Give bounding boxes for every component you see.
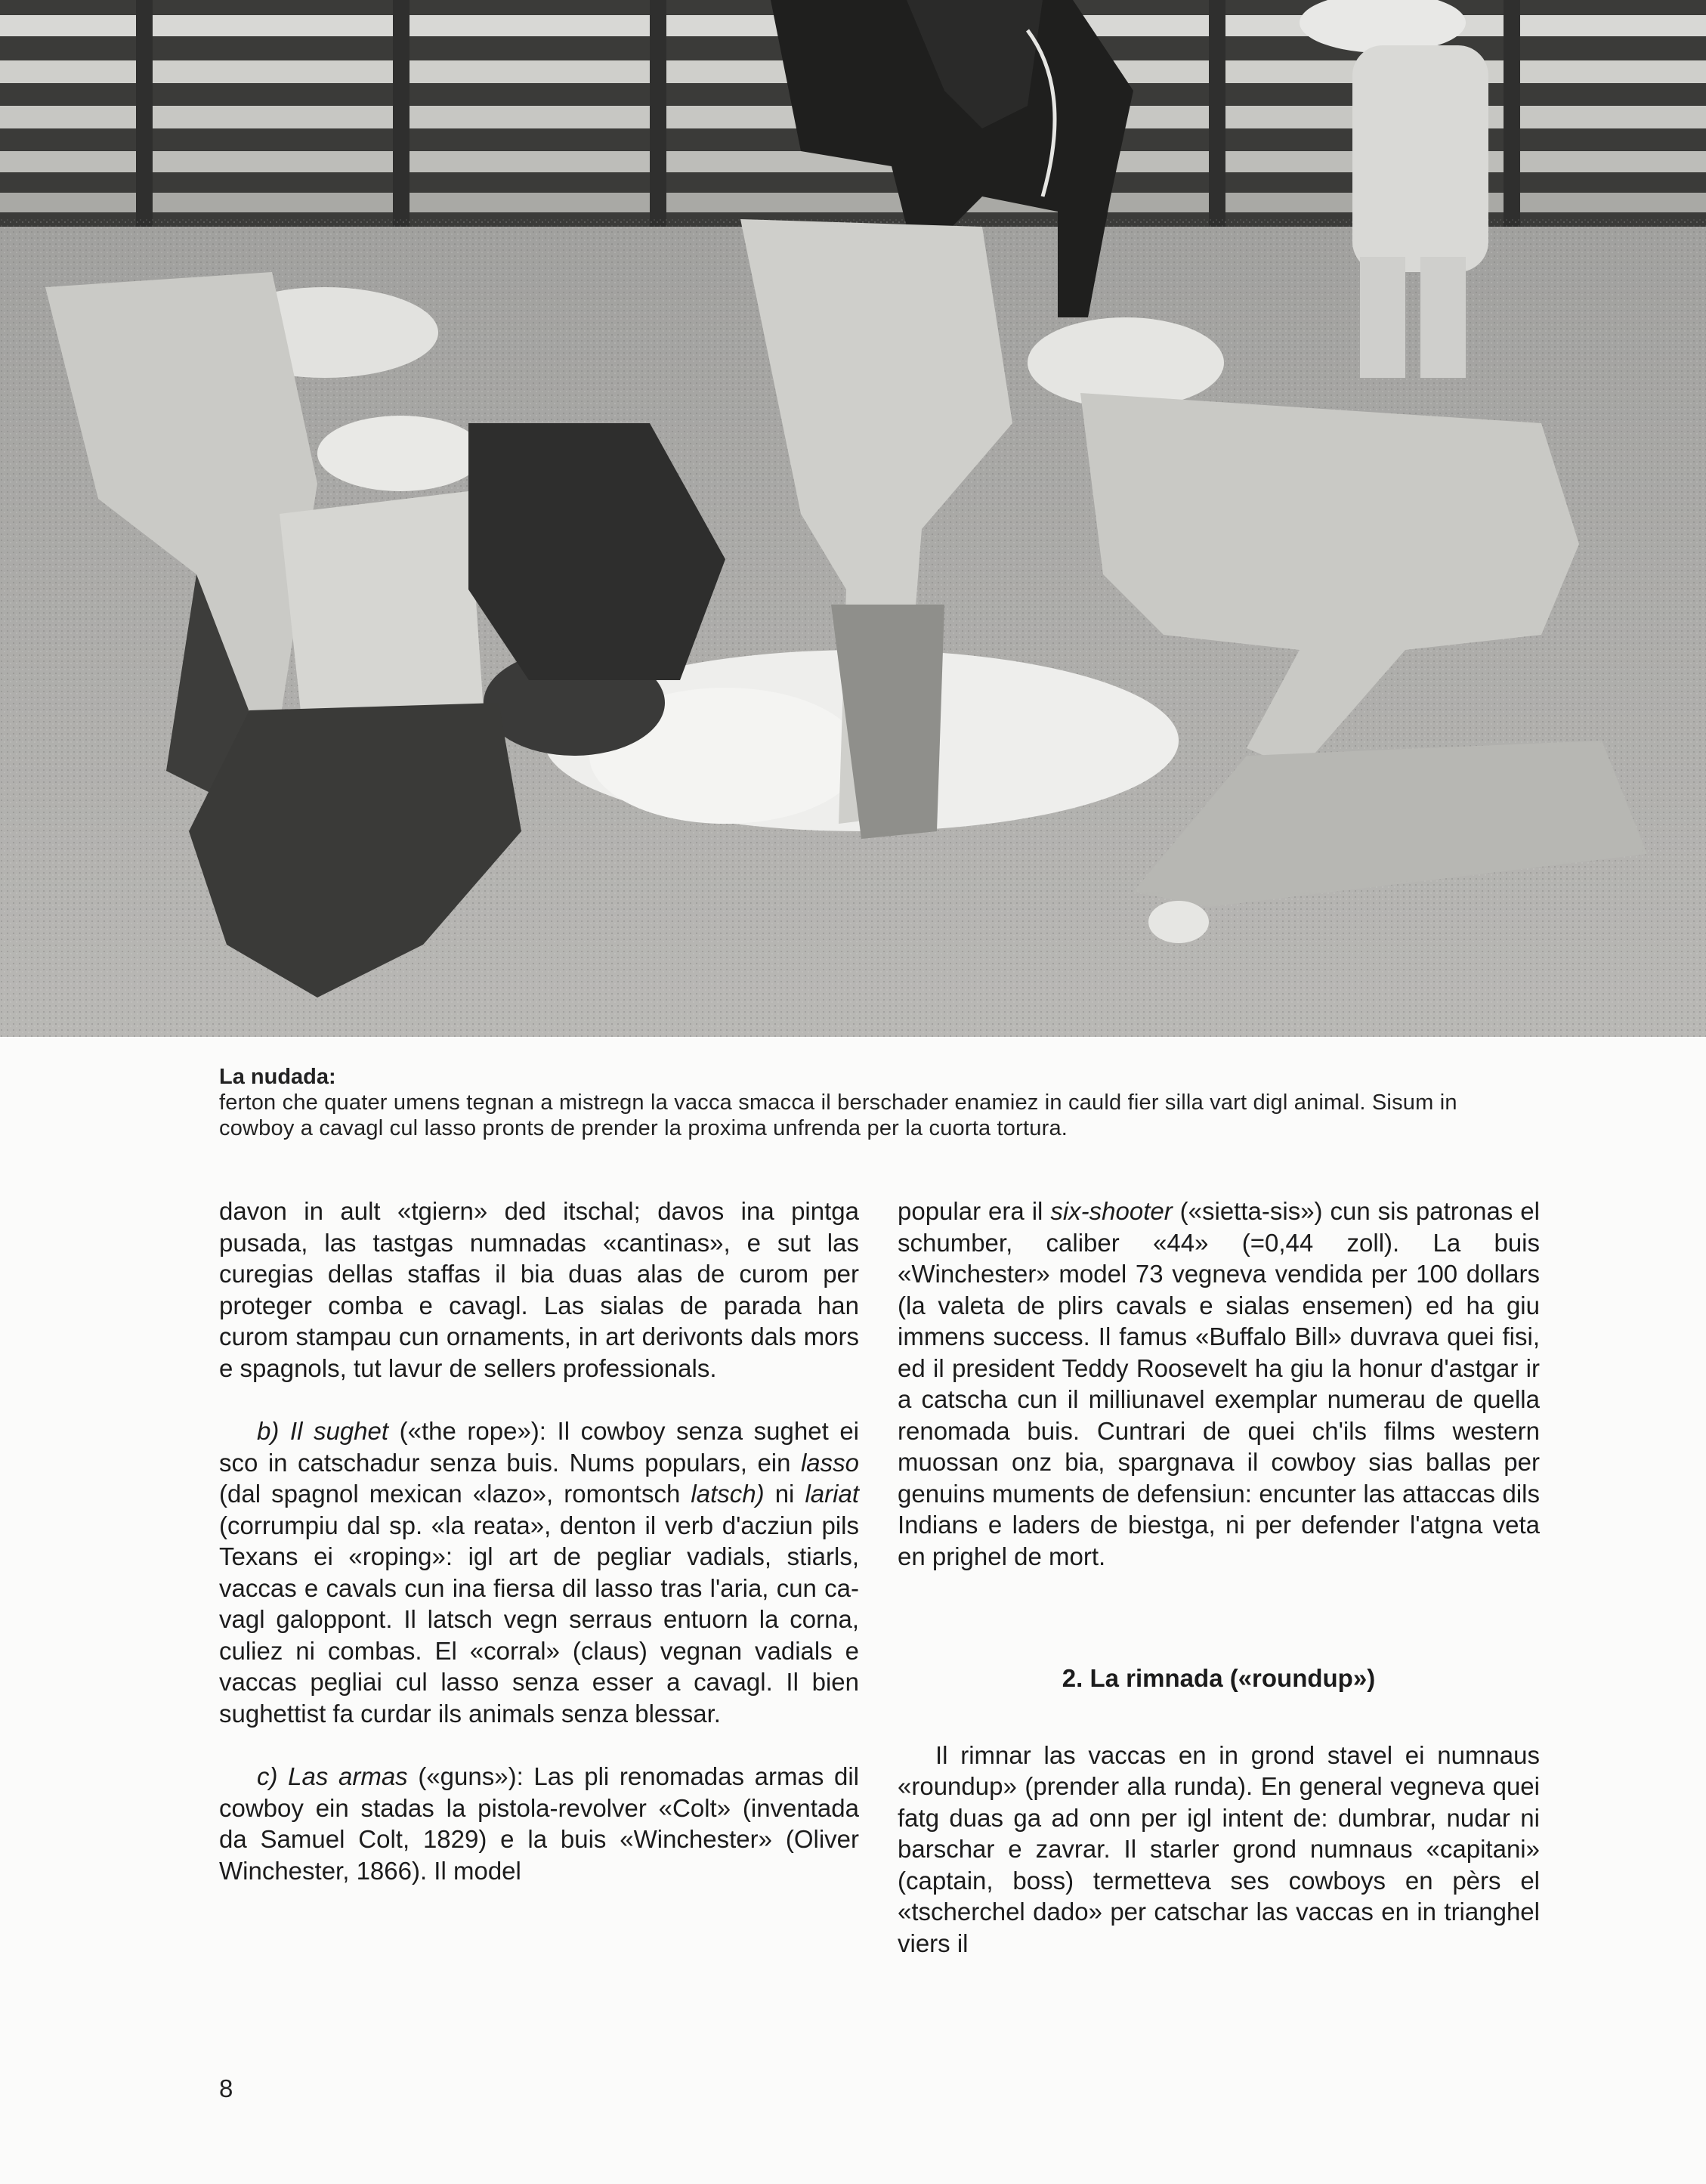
- left-column: [219, 1196, 859, 1886]
- six-shooter-text-a: popular era il: [898, 1197, 1051, 1225]
- section-heading: 2. La rimnada («roundup»): [1062, 1664, 1376, 1692]
- term-lariat: lariat: [805, 1480, 859, 1508]
- paragraph-guns: [219, 1761, 859, 1886]
- rope-text-c: ni: [764, 1480, 805, 1508]
- term-six-shooter: six-shooter: [1050, 1197, 1173, 1225]
- rope-text-a: («the rope»): Il cowboy senza sughet ei sco in catschadur senza buis. Nums populars, ein: [219, 1417, 860, 1477]
- caption-body: ferton che quater umens tegnan a mistregn la vacca smacca il berschader enamiez in cauld fier silla vart digl animal. Sisum in cowboy a cavagl cul lasso pronts de prender la proxima unfrenda per la cuorta tortura.: [219, 1090, 1457, 1140]
- paragraph-six-shooter: [898, 1196, 1540, 1572]
- right-column: [898, 1196, 1540, 1959]
- rope-text-b: (dal spagnol mexican «lazo», romontsch: [219, 1480, 691, 1508]
- caption-title: La nudada:: [219, 1065, 336, 1089]
- rope-text-d: (corrumpiu dal sp. «la reata», denton il verb d'acziun pils Texans ei «roping»: igl art de pegliar vadials, stiarls, vaccas e cavals cun ina fiersa dil lasso tras l'aria, cun cavagl galoppont. Il latsch vegn serraus entuorn la corna, culiez ni combas. El «corral» (claus) vegnan vadials e vaccas pegliai cul lasso senza esser a cavagl. Il bien sughettist fa curdar ils animals senza blessar.: [219, 1511, 859, 1728]
- term-lasso: lasso: [800, 1448, 859, 1477]
- paragraph-roundup: Il rimnar las vaccas en in grond stavel ei numnaus «roundup» (prender alla runda). En general vegneva quei fatg duas ga ad onn per igl intent de: dumbrar, nudar ni barschar e zavrar. Il starler grond numnaus «capitani» (captain, boss) termetteva ses cowboys en pèrs el «tscherchel dado» per catschar las vaccas en in trianghel viers il: [898, 1740, 1540, 1957]
- term-latsch: latsch): [691, 1480, 765, 1508]
- photograph: [0, 0, 1706, 1037]
- rope-label: b) Il sughet: [257, 1417, 389, 1445]
- guns-text: («guns»): Las pli renomadas armas dil cowboy ein stadas la pistola-revolver «Colt» (inventada da Samuel Colt, 1829) e la buis «Winchester» (Oliver Winchester, 1866). Il model: [219, 1762, 860, 1885]
- page-number: 8: [219, 2074, 233, 2102]
- photo-caption: [219, 1064, 1534, 1141]
- six-shooter-text-b: («sietta-sis») cun sis patronas el schumber, caliber «44» (=0,44 zoll). La buis «Winchester» model 73 vegneva vendida per 100 dollars (la valeta de plirs cavals e sialas ensemen) ed ha giu immens success. Il famus «Buffalo Bill» duvrava quei fisi, ed il president Teddy Roosevelt ha giu la honur d'astgar ir a catscha cun il milliunavel exemplar numerau de quella renomada buis. Cuntrari de quei ch'ils films western muossan onz bia, spargnava il cowboy sias ballas per genuins muments de defensiun: encunter las attaccas dils Indians e laders de biestga, ni per defender l'atgna veta en prighel de mort.: [898, 1197, 1540, 1570]
- paragraph-rope: [219, 1415, 859, 1729]
- photo-cowboys-branding-calf: [0, 0, 1706, 1037]
- paragraph-saddle: davon in ault «tgiern» ded itschal; davos ina pintga pusada, las tastgas numnadas «cantinas», e sut las curegias dellas staffas il bia duas alas de curom per proteger comba e cavagl. Las sialas de parada han curom stampau cun ornaments, in art derivonts dals mors e spagnols, tut lavur de sellers professionals.: [219, 1197, 859, 1382]
- guns-label: c) Las armas: [257, 1762, 408, 1790]
